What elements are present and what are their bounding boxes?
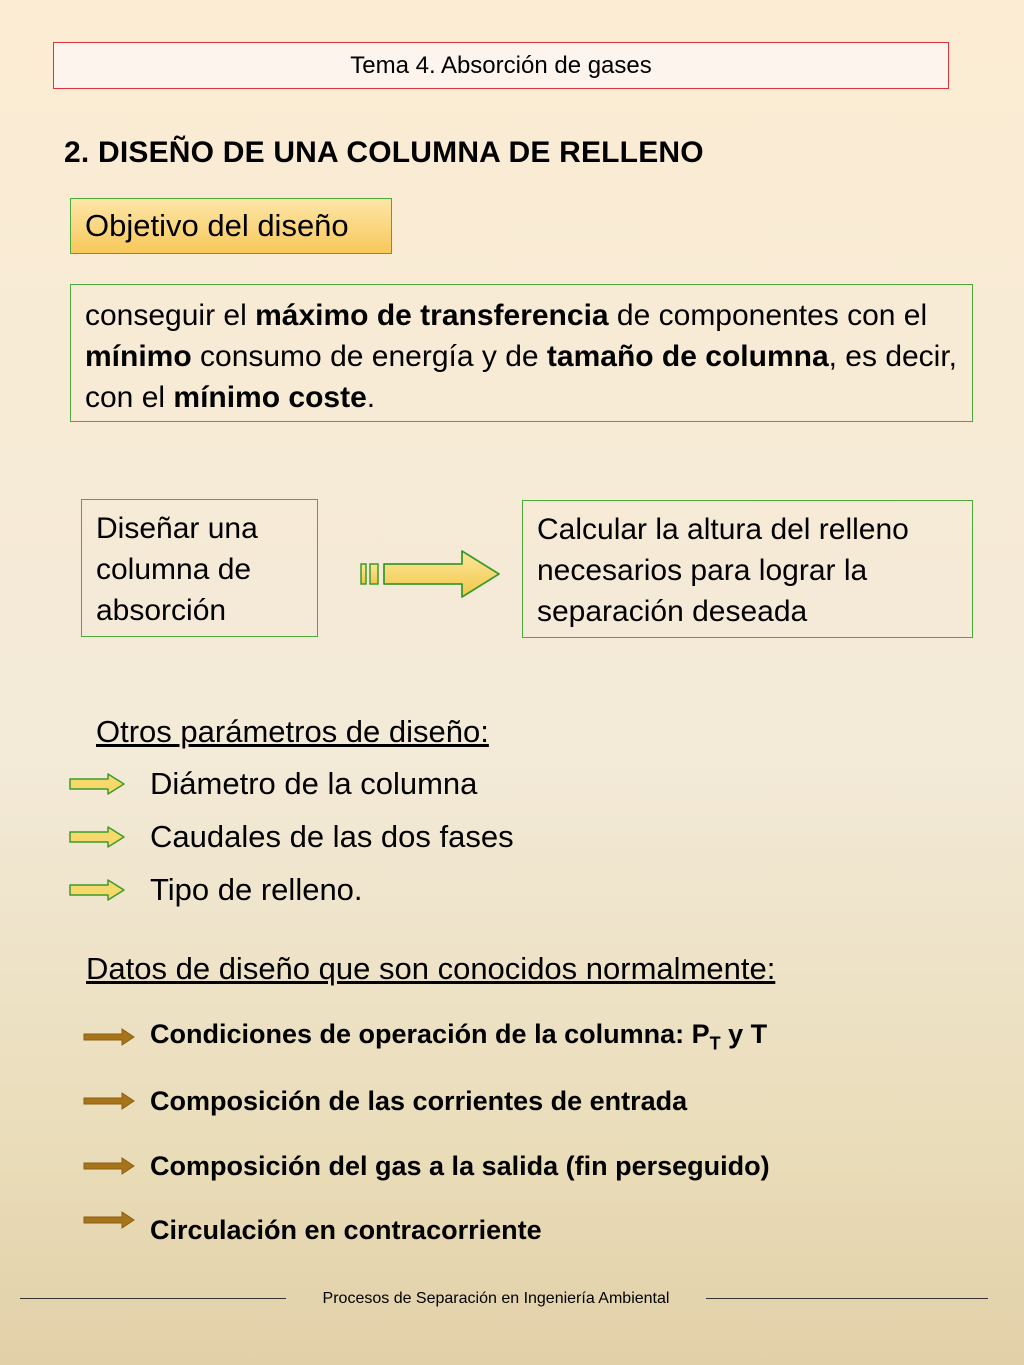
data-item-main: Condiciones de operación de la columna: P xyxy=(150,1019,710,1050)
data-item-text: Circulación en contracorriente xyxy=(150,1214,542,1245)
known-data-title: Datos de diseño que son conocidos normalmente: xyxy=(86,951,776,986)
design-column-text: Diseñar una columna de absorción xyxy=(96,512,258,627)
objective-text-part: , es decir, con el xyxy=(85,340,958,414)
header-title: Tema 4. Absorción de gases xyxy=(350,51,652,79)
arrow-right-icon xyxy=(68,825,128,849)
objective-label-box xyxy=(70,198,392,254)
param-item-text: Caudales de las dos fases xyxy=(150,819,514,854)
arrow-right-icon xyxy=(68,772,128,796)
objective-text-bold: mínimo xyxy=(85,340,192,373)
objective-text-bold: tamaño de columna xyxy=(546,340,829,373)
data-item-tail: y T xyxy=(720,1019,768,1050)
param-item-text: Tipo de relleno. xyxy=(150,872,363,907)
footer-text: Procesos de Separación en Ingeniería Ambiental xyxy=(322,1290,670,1307)
footer-divider-left xyxy=(20,1298,286,1299)
list-item xyxy=(68,815,514,859)
objective-text-part: . xyxy=(366,381,376,414)
param-item-text: Diámetro de la columna xyxy=(150,766,478,801)
objective-label: Objetivo del diseño xyxy=(85,208,349,243)
arrow-right-icon xyxy=(82,1027,136,1047)
calculate-height-box xyxy=(522,500,973,638)
objective-text-part: de componentes con el xyxy=(608,299,928,332)
objective-text-part: consumo de energía y de xyxy=(191,340,547,373)
objective-text-box xyxy=(70,284,973,422)
list-item xyxy=(82,1081,687,1121)
arrow-right-icon xyxy=(82,1156,136,1176)
footer-divider-right xyxy=(706,1298,988,1299)
objective-text-bold: mínimo coste xyxy=(173,381,367,414)
list-item xyxy=(82,1146,770,1186)
block-arrow-right-icon xyxy=(358,548,504,600)
data-item-text: Composición de las corrientes de entrada xyxy=(150,1085,688,1116)
list-item xyxy=(68,868,363,912)
objective-text-bold: máximo de transferencia xyxy=(255,299,609,332)
objective-text-part: conseguir el xyxy=(85,299,256,332)
section-title: 2. DISEÑO DE UNA COLUMNA DE RELLENO xyxy=(64,136,704,169)
list-item xyxy=(68,762,477,806)
calculate-height-text: Calcular la altura del relleno necesarios para lograr la separación deseada xyxy=(537,513,909,628)
data-item-text xyxy=(150,1019,767,1054)
data-item-subscript: T xyxy=(709,1033,721,1054)
data-item-text: Composición del gas a la salida (fin perseguido) xyxy=(150,1150,770,1181)
other-params-title: Otros parámetros de diseño: xyxy=(96,714,489,749)
arrow-right-icon xyxy=(82,1210,136,1230)
list-item xyxy=(82,1210,542,1250)
list-item xyxy=(82,1017,767,1057)
arrow-right-icon xyxy=(68,878,128,902)
design-column-box xyxy=(81,499,318,637)
header-title-box xyxy=(53,42,949,89)
arrow-right-icon xyxy=(82,1091,136,1111)
